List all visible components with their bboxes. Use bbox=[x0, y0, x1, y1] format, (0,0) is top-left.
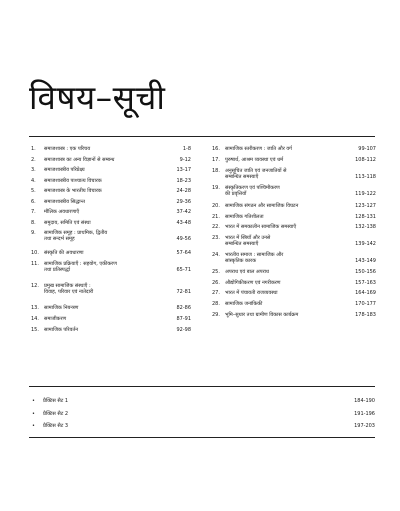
chapter-title bbox=[225, 301, 346, 307]
toc-entry bbox=[212, 214, 376, 220]
chapter-title-line: सामाजिक समूह : प्राथमिक, द्वितीय bbox=[44, 230, 108, 236]
page-range: 139-142 bbox=[355, 241, 376, 248]
toc-entry bbox=[212, 235, 376, 248]
chapter-number: 21. bbox=[212, 213, 220, 220]
chapter-number: 24. bbox=[212, 252, 220, 258]
toc-entry bbox=[31, 157, 191, 163]
practice-set-label: प्रैक्टिस सैट 2 bbox=[43, 410, 69, 417]
chapter-title-line: समाजशास्त्र : एक परिचय bbox=[44, 146, 91, 152]
chapter-title-line: सामाजिक गतिशीलता bbox=[225, 213, 264, 220]
chapter-title-line: भारत में स्त्रियाँ और उनसे bbox=[225, 235, 271, 241]
page-title: विषय–सूची bbox=[29, 78, 166, 117]
page-range: 57-64 bbox=[176, 250, 191, 256]
toc-entry bbox=[31, 316, 191, 322]
chapter-title-line: भारत में समकालीन सामाजिक समस्याएँ bbox=[225, 224, 297, 230]
chapter-title-line: समाजशास्त्रीय पाश्चात्य विचारक bbox=[44, 177, 102, 184]
chapter-title-line: तथा सन्दर्भ समूह bbox=[44, 236, 75, 243]
toc-entry bbox=[31, 250, 191, 256]
chapter-title bbox=[225, 157, 346, 163]
page-range: 119-122 bbox=[355, 191, 376, 198]
chapter-number: 3. bbox=[31, 167, 36, 173]
chapter-title-line: अनुसूचित जाति एवं जनजातियों से bbox=[225, 167, 287, 174]
practice-set-label: प्रैक्टिस सैट 1 bbox=[43, 398, 69, 404]
page-range: 170-177 bbox=[355, 301, 376, 307]
chapter-number: 5. bbox=[31, 188, 36, 194]
page-range: 128-131 bbox=[355, 213, 376, 220]
practice-set-label: प्रैक्टिस सैट 3 bbox=[43, 423, 69, 429]
chapter-number: 15. bbox=[31, 327, 39, 333]
chapter-title bbox=[44, 250, 161, 256]
page-range: 108-112 bbox=[355, 156, 376, 163]
bullet-icon: • bbox=[32, 410, 35, 417]
chapter-title bbox=[44, 316, 161, 322]
chapter-title bbox=[44, 283, 161, 296]
chapter-number: 12. bbox=[31, 283, 39, 289]
chapter-title-line: समाजशास्त्र का अन्य विज्ञानों से सम्बन्ध bbox=[44, 156, 115, 163]
toc-entry bbox=[212, 168, 376, 181]
chapter-number: 13. bbox=[31, 305, 39, 311]
toc-entry bbox=[31, 283, 191, 296]
page-range: 184-190 bbox=[354, 398, 375, 404]
toc-entry bbox=[212, 157, 376, 163]
toc-entry bbox=[212, 203, 376, 209]
toc-entry bbox=[31, 305, 191, 311]
chapter-title-line: अपराध एवं बाल अपराध bbox=[225, 268, 270, 275]
page-range: 37-42 bbox=[176, 209, 191, 215]
chapter-title bbox=[44, 167, 161, 173]
page-range: 29-36 bbox=[176, 198, 191, 205]
toc-entry bbox=[31, 199, 191, 205]
page-range: 65-71 bbox=[176, 267, 191, 274]
toc-entry bbox=[212, 312, 376, 318]
chapter-title-line: सम्बन्धित समस्याएँ bbox=[225, 173, 259, 180]
page-range: 24-28 bbox=[176, 188, 191, 194]
chapter-title bbox=[44, 199, 161, 205]
chapter-title bbox=[44, 146, 161, 152]
chapter-title-line: सामाजिक प्रक्रियाएँ : सहयोग, एकीकरण bbox=[44, 261, 117, 267]
toc-entry bbox=[212, 224, 376, 230]
chapter-title bbox=[225, 224, 346, 230]
toc-entry bbox=[212, 185, 376, 198]
chapter-number: 19. bbox=[212, 185, 220, 191]
page-range: 164-169 bbox=[355, 290, 376, 296]
chapter-number: 22. bbox=[212, 224, 220, 230]
page-range: 157-163 bbox=[355, 279, 376, 286]
page-range: 18-23 bbox=[176, 177, 191, 184]
chapter-number: 29. bbox=[212, 312, 220, 318]
toc-entry bbox=[31, 167, 191, 173]
chapter-title-line: समुदाय, समिति एवं संस्था bbox=[44, 219, 91, 226]
bullet-icon: • bbox=[32, 398, 35, 404]
chapter-title-line: सांस्कृतिक कारक bbox=[225, 258, 257, 265]
chapter-title bbox=[44, 157, 161, 163]
chapter-title bbox=[225, 312, 346, 318]
chapter-title-line: सामाजिक नियन्त्रण bbox=[44, 305, 79, 311]
page-range: 82-86 bbox=[176, 305, 191, 311]
chapter-title-line: की प्रवृत्तियाँ bbox=[225, 191, 247, 198]
page-range: 113-118 bbox=[355, 173, 376, 180]
chapter-title bbox=[225, 203, 346, 209]
chapter-title-line: सामाजिक स्तरीकरण : जाति और वर्ग bbox=[225, 146, 292, 152]
chapter-title bbox=[44, 188, 161, 194]
chapter-number: 26. bbox=[212, 279, 220, 286]
chapter-title-line: तथा प्रतिस्पर्द्धा bbox=[44, 267, 70, 274]
chapter-title bbox=[44, 327, 161, 333]
chapter-number: 9. bbox=[31, 230, 36, 236]
page-range: 197-203 bbox=[354, 423, 375, 429]
toc-entry bbox=[212, 252, 376, 265]
page-range: 123-127 bbox=[355, 203, 376, 209]
chapter-title-line: सामाजिक संगठन और सामाजिक विघटन bbox=[225, 203, 299, 209]
chapter-title-line: भूमि–सुधार तथा ग्रामीण विकास कार्यक्रम bbox=[225, 312, 299, 318]
chapter-title bbox=[225, 235, 346, 248]
page-range: 99-107 bbox=[358, 146, 376, 152]
chapter-number: 6. bbox=[31, 198, 36, 205]
chapter-title-line: भारत में पंचायती राजव्यवस्था bbox=[225, 290, 278, 296]
page-range: 178-183 bbox=[355, 312, 376, 318]
toc-entry bbox=[212, 146, 376, 152]
toc-entry bbox=[31, 146, 191, 152]
top-divider bbox=[29, 136, 375, 137]
chapter-title bbox=[44, 261, 161, 274]
page-range: 1-8 bbox=[182, 146, 191, 152]
page-range: 150-156 bbox=[355, 268, 376, 275]
chapter-title bbox=[225, 252, 346, 265]
chapter-number: 10. bbox=[31, 250, 39, 256]
chapter-title bbox=[225, 214, 346, 220]
chapter-title bbox=[44, 178, 161, 184]
chapter-title bbox=[44, 230, 161, 243]
chapter-title-line: सम्बन्धित समस्याएँ bbox=[225, 241, 259, 248]
chapter-number: 7. bbox=[31, 209, 36, 215]
chapter-number: 14. bbox=[31, 316, 39, 322]
chapter-number: 2. bbox=[31, 156, 36, 163]
chapter-title-line: समाजशास्त्रीय सिद्धान्त bbox=[44, 198, 85, 205]
chapter-number: 23. bbox=[212, 235, 220, 241]
page-range: 49-56 bbox=[176, 236, 191, 243]
chapter-title-line: समाजीकरण bbox=[44, 316, 67, 322]
page-range: 72-81 bbox=[176, 289, 191, 296]
page-range: 13-17 bbox=[176, 167, 191, 173]
chapter-title bbox=[44, 305, 161, 311]
chapter-title bbox=[225, 168, 346, 181]
toc-entry bbox=[31, 327, 191, 333]
chapter-number: 11. bbox=[31, 261, 39, 267]
page-range: 132-138 bbox=[355, 224, 376, 230]
practice-bottom-divider bbox=[29, 437, 375, 438]
chapter-title bbox=[225, 280, 346, 286]
toc-entry bbox=[31, 188, 191, 194]
chapter-number: 4. bbox=[31, 177, 36, 184]
chapter-title-line: संस्कृतिकरण एवं पश्चिमीकरण bbox=[225, 185, 280, 191]
chapter-title bbox=[225, 185, 346, 198]
chapter-number: 18. bbox=[212, 167, 220, 174]
chapter-title bbox=[44, 209, 161, 215]
chapter-title-line: समाजशास्त्र के भारतीय विचारक bbox=[44, 188, 102, 194]
chapter-title-line: मौलिक अवधारणाएँ bbox=[44, 209, 80, 215]
page-range: 87-91 bbox=[176, 316, 191, 322]
toc-entry bbox=[31, 209, 191, 215]
toc-entry bbox=[31, 178, 191, 184]
chapter-title-line: विवाह, परिवार एवं नातेदारी bbox=[44, 289, 94, 296]
chapter-title-line: प्रमुख सामाजिक संस्थाएँ : bbox=[44, 283, 91, 289]
chapter-title-line: पुरुषार्थ, आश्रम व्यवस्था एवं धर्म bbox=[225, 156, 284, 163]
toc-entry bbox=[31, 230, 191, 243]
chapter-title-line: औद्योगिकीकरण एवं नगरीकरण bbox=[225, 279, 281, 286]
toc-entry bbox=[31, 220, 191, 226]
chapter-title bbox=[225, 290, 346, 296]
page-range: 143-149 bbox=[355, 258, 376, 265]
bullet-icon: • bbox=[32, 423, 35, 429]
chapter-number: 16. bbox=[212, 146, 220, 152]
chapter-title-line: संस्कृति की अवधारणा bbox=[44, 250, 84, 256]
chapter-title bbox=[44, 220, 161, 226]
chapter-number: 20. bbox=[212, 203, 220, 209]
practice-top-divider bbox=[29, 386, 375, 387]
page-range: 92-98 bbox=[176, 327, 191, 333]
toc-entry bbox=[212, 290, 376, 296]
chapter-title-line: समाजशास्त्रीय परिप्रेक्ष्य bbox=[44, 167, 85, 173]
chapter-number: 1. bbox=[31, 146, 36, 152]
chapter-number: 25. bbox=[212, 268, 220, 275]
chapter-number: 8. bbox=[31, 219, 36, 226]
chapter-number: 17. bbox=[212, 156, 220, 163]
page-range: 9-12 bbox=[179, 156, 191, 163]
chapter-number: 27. bbox=[212, 290, 220, 296]
chapter-title-line: सामाजिक परिवर्तन bbox=[44, 327, 78, 333]
chapter-title bbox=[225, 146, 346, 152]
chapter-title-line: सामाजिक जनांकिकी bbox=[225, 301, 263, 307]
toc-entry bbox=[212, 280, 376, 286]
page-range: 191-196 bbox=[354, 410, 375, 417]
toc-entry bbox=[31, 261, 191, 274]
page-range: 43-48 bbox=[176, 219, 191, 226]
chapter-title bbox=[225, 269, 346, 275]
chapter-title-line: भारतीय समाज : सामाजिक और bbox=[225, 252, 284, 258]
toc-entry bbox=[212, 269, 376, 275]
chapter-number: 28. bbox=[212, 301, 220, 307]
toc-entry bbox=[212, 301, 376, 307]
